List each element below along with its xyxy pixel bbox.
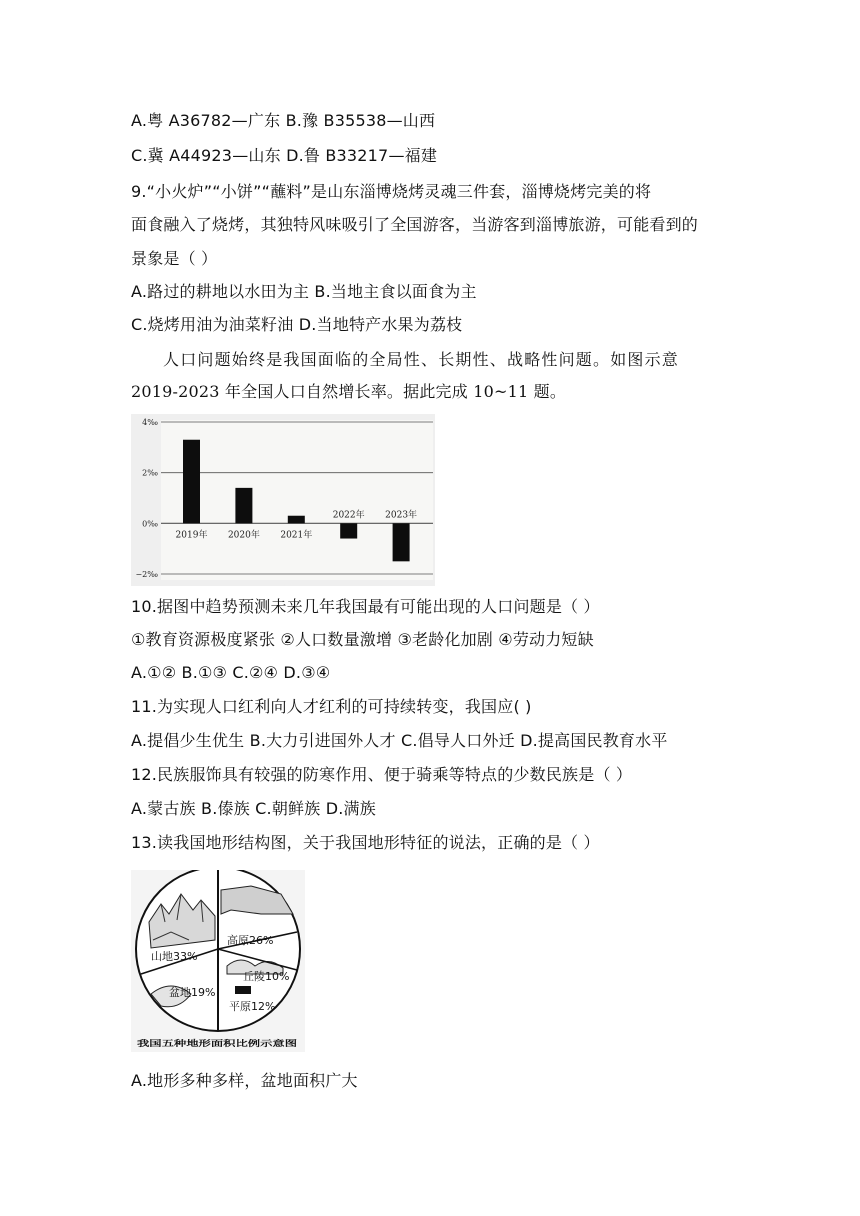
category-label: 2020年 bbox=[227, 530, 260, 541]
option-line-c-d-q8: C.冀 A44923—山东 D.鲁 B33217—福建 bbox=[131, 146, 438, 165]
question-12-options: A.蒙古族 B.傣族 C.朝鲜族 D.满族 bbox=[131, 799, 376, 818]
segment-label-basin: 盆地19% bbox=[169, 986, 216, 999]
passage-intro-line-2: 2019-2023 年全国人口自然增长率。据此完成 10~11 题。 bbox=[131, 382, 567, 401]
segment-label-mountain: 山地33% bbox=[151, 950, 198, 963]
question-9-line-1: 9.“小火炉”“小饼”“蘸料”是山东淄博烧烤灵魂三件套，淄博烧烤完美的将 bbox=[131, 182, 652, 201]
option-line-a-b-q8: A.粤 A36782—广东 B.豫 B35538—山西 bbox=[131, 111, 436, 130]
y-tick-label: 0‰ bbox=[142, 519, 158, 529]
question-11: 11.为实现人口红利向人才红利的可持续转变，我国应( ) bbox=[131, 697, 532, 716]
segment-label-plain: 平原12% bbox=[229, 1000, 276, 1013]
y-tick-label: −2‰ bbox=[135, 570, 158, 579]
question-9-line-3: 景象是（ ） bbox=[131, 249, 218, 268]
bar bbox=[288, 516, 305, 524]
option-line-c-d-q9: C.烧烤用油为油菜籽油 D.当地特产水果为荔枝 bbox=[131, 315, 463, 334]
segment-label-plateau: 高原26% bbox=[227, 934, 274, 947]
category-label: 2021年 bbox=[280, 530, 313, 541]
bar bbox=[340, 523, 357, 538]
plain-building-icon bbox=[235, 986, 251, 994]
passage-intro-line-1: 人口问题始终是我国面临的全局性、长期性、战略性问题。如图示意 bbox=[163, 350, 680, 369]
question-9-line-2: 面食融入了烧烤，其独特风味吸引了全国游客，当游客到淄博旅游，可能看到的 bbox=[131, 215, 699, 234]
question-10-statements: ①教育资源极度紧张 ②人口数量激增 ③老龄化加剧 ④劳动力短缺 bbox=[131, 630, 594, 649]
bar bbox=[393, 523, 410, 561]
question-13: 13.读我国地形结构图，关于我国地形特征的说法，正确的是（ ） bbox=[131, 833, 600, 852]
bar bbox=[235, 488, 252, 523]
question-13-option-a: A.地形多种多样，盆地面积广大 bbox=[131, 1071, 358, 1090]
bar bbox=[183, 440, 200, 524]
terrain-structure-diagram bbox=[131, 870, 305, 1052]
y-tick-label: 2‰ bbox=[142, 468, 158, 478]
question-11-options: A.提倡少生优生 B.大力引进国外人才 C.倡导人口外迁 D.提高国民教育水平 bbox=[131, 731, 668, 750]
question-10-options: A.①② B.①③ C.②④ D.③④ bbox=[131, 663, 331, 682]
question-10: 10.据图中趋势预测未来几年我国最有可能出现的人口问题是（ ） bbox=[131, 597, 600, 616]
question-12: 12.民族服饰具有较强的防寒作用、便于骑乘等特点的少数民族是（ ） bbox=[131, 765, 633, 784]
category-label: 2019年 bbox=[175, 530, 208, 541]
option-line-a-b-q9: A.路过的耕地以水田为主 B.当地主食以面食为主 bbox=[131, 282, 477, 301]
y-tick-label: 4‰ bbox=[142, 418, 158, 427]
category-label: 2023年 bbox=[385, 510, 418, 521]
population-growth-chart bbox=[131, 414, 435, 586]
category-label: 2022年 bbox=[332, 510, 365, 521]
segment-label-hills: 丘陵10% bbox=[243, 970, 290, 983]
terrain-caption: 我国五种地形面积比例示意图 bbox=[137, 1039, 241, 1048]
chart-plot-area bbox=[161, 420, 433, 580]
